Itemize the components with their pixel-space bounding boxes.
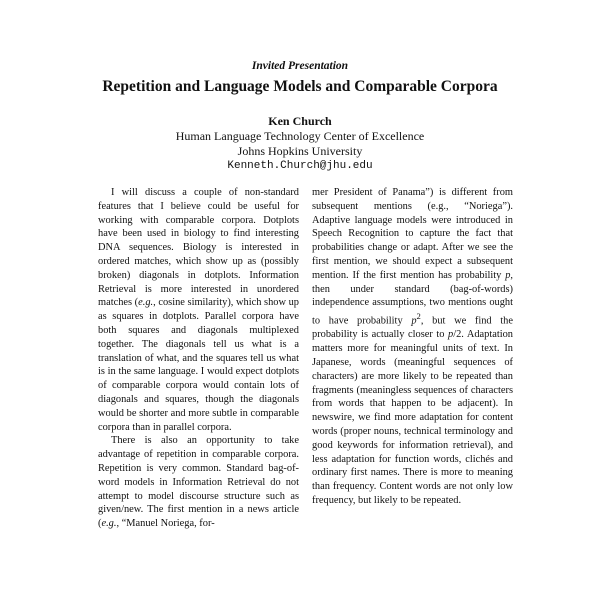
body-column-left [98,186,299,531]
body-paragraph-continued: mer President of Panama”) is different from subsequent mentions (e.g., “Noriega”). Adaptive language models were introduced in Speech Recognition to capture the fact that probabilities change or adapt. After we see the first mention, we should expect a subsequent mention. If the first mention has probability p, then under standard (bag-of-words) independence assumptions, two mentions ought to have probability $p^2$, but we find the probability is actually closer to p/2. Adaptation matters more for meaningful units of text. In Japanese, words (meaningful sequences of characters) are more likely to be repeated than fragments (meaningless sequences of characters from words that happen to be adjacent). In newswire, we find more adaptation for content words (proper nouns, technical terminology and good keywords for information retrieval), and less adaptation for function words, clichés and ordinary first names. There is more to meaning than frequency. Content words are not only low frequency, but likely to be repeated. [312,187,513,506]
author-affiliation: Human Language Technology Center of Excellence [175,129,425,143]
author-institution: Johns Hopkins University [237,144,363,158]
paper-title: Repetition and Language Models and Comparable Corpora [102,78,498,95]
body-paragraph: There is also an opportunity to take advantage of repetition in comparable corpora. Repetition is very common. Standard bag-of-word models in Information Retrieval do not attempt to model discourse structure such as given/new. The first mention in a news article (e.g., “Manuel Noriega, for- [98,435,299,530]
body-column-right [312,186,513,508]
author-block [0,114,600,174]
invited-presentation-kicker: Invited Presentation [251,60,349,72]
author-email: Kenneth.Church@jhu.edu [227,160,373,172]
author-name: Ken Church [268,114,332,128]
body-paragraph: I will discuss a couple of non-standard features that I believe could be useful for working with comparable corpora. Dotplots have been used in biology to find interesting DNA sequences. Biology is interested in ordered matches, which show up as (possibly broken) diagonals in dotplots. Information Retrieval is more interested in unordered matches (e.g., cosine similarity), which show up as squares in dotplots. Parallel corpora have both squares and diagonals multiplexed together. The diagonals tell us what is a translation of what, and the squares tell us what is in the same language. I would expect dotplots of comparable corpora would contain lots of diagonals and squares, though the diagonals would be shorter and more subtle in comparable corpora than in parallel corpora. [98,187,299,433]
